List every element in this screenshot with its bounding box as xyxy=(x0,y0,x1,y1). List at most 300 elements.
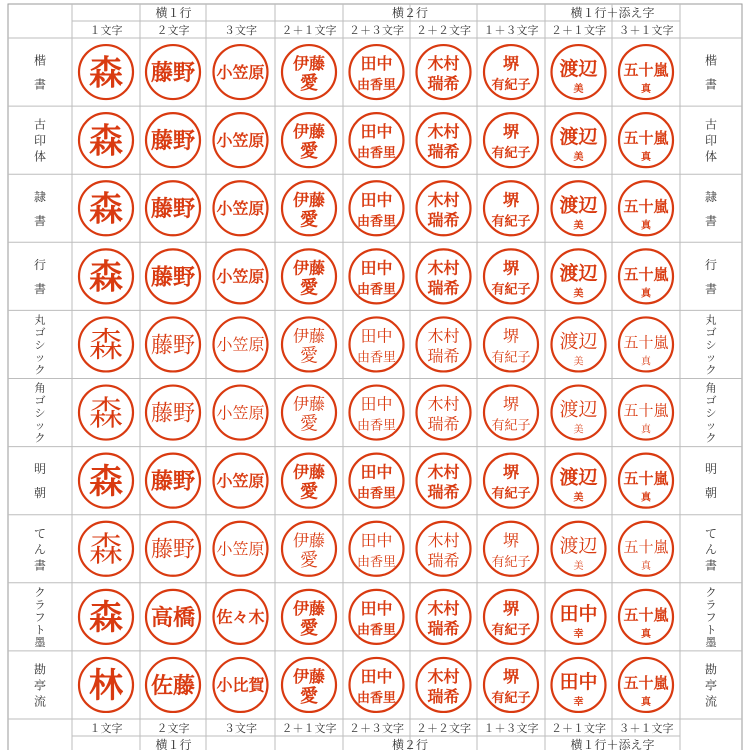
seal-text-suffix: 美 xyxy=(573,220,584,232)
seal-sample xyxy=(619,249,673,303)
seal-text: 五十嵐 xyxy=(623,61,669,80)
seal-text: 愛 xyxy=(300,141,318,163)
seal-sample xyxy=(417,113,471,167)
seal-text: 田中 xyxy=(360,190,393,210)
seal-text: 木村 xyxy=(427,54,460,74)
row-label xyxy=(34,462,46,500)
seal-text: 藤野 xyxy=(150,537,196,563)
seal-text-suffix: 美 xyxy=(573,560,584,572)
row-label xyxy=(34,258,46,296)
seal-sample xyxy=(282,317,336,371)
seal-sample xyxy=(146,317,200,371)
seal-text: 伊藤 xyxy=(292,530,326,550)
seal-sample xyxy=(282,454,336,508)
seal-text-suffix: 真 xyxy=(641,492,651,504)
seal-sample xyxy=(552,181,606,235)
seal-sample xyxy=(552,590,606,644)
seal-sample xyxy=(146,249,200,303)
seal-sample xyxy=(619,386,673,440)
seal-sample xyxy=(552,522,606,576)
seal-text: 森 xyxy=(89,189,123,230)
seal-sample xyxy=(619,658,673,712)
seal-sample xyxy=(214,249,268,303)
seal-text: 木村 xyxy=(427,122,460,142)
seal-text: 田中 xyxy=(360,394,393,414)
seal-sample xyxy=(282,181,336,235)
seal-text: 瑞希 xyxy=(427,210,460,230)
row-label-text: 明朝 xyxy=(33,462,47,501)
seal-text: 田中 xyxy=(360,258,393,278)
seal-text: 愛 xyxy=(300,73,318,95)
header-column-label: ２＋１文字 xyxy=(281,722,337,735)
row-label-text: 行書 xyxy=(704,257,718,296)
seal-text: 森 xyxy=(89,461,123,502)
seal-text-suffix: 真 xyxy=(641,424,651,436)
row-label xyxy=(34,526,46,572)
row-label-text: クラフト墨 xyxy=(34,586,46,650)
seal-text: 伊藤 xyxy=(292,462,326,482)
seal-text: 森 xyxy=(89,121,123,162)
seal-text-suffix: 美 xyxy=(573,84,584,96)
seal-text: 有紀子 xyxy=(491,554,531,570)
row-labels-left xyxy=(34,53,46,709)
seal-text: 藤野 xyxy=(150,333,196,359)
seal-text: 堺 xyxy=(502,530,520,550)
seal-sample xyxy=(350,658,404,712)
seal-sample xyxy=(214,317,268,371)
seal-sample xyxy=(146,45,200,99)
seal-text: 木村 xyxy=(427,530,460,550)
seal-sample xyxy=(214,113,268,167)
seal-sample xyxy=(282,113,336,167)
seal-text: 由香里 xyxy=(356,690,397,706)
seal-text-suffix: 真 xyxy=(641,152,651,164)
seal-sample xyxy=(552,454,606,508)
seal-sample xyxy=(484,590,538,644)
seal-sample xyxy=(350,454,404,508)
seal-text: 有紀子 xyxy=(491,622,531,638)
row-label xyxy=(706,586,717,649)
seal-sample xyxy=(484,181,538,235)
header-column-label: １文字 xyxy=(89,24,123,37)
seal-text: 有紀子 xyxy=(491,690,531,706)
seal-text: 堺 xyxy=(502,258,520,278)
row-label xyxy=(34,662,46,709)
seal-text: 由香里 xyxy=(356,622,397,638)
header-column-label: ２＋１文字 xyxy=(551,722,606,735)
row-label xyxy=(706,381,717,445)
seal-text: 小笠原 xyxy=(216,199,265,219)
seal-text: 有紀子 xyxy=(491,146,531,162)
seal-text: 木村 xyxy=(427,462,460,482)
seal-text: 五十嵐 xyxy=(623,469,669,488)
seal-sample xyxy=(350,522,404,576)
seal-text: 由香里 xyxy=(356,282,397,298)
seal-sample xyxy=(484,45,538,99)
seal-text: 木村 xyxy=(427,394,460,414)
seal-text: 田中 xyxy=(360,122,393,142)
seal-sample xyxy=(214,590,268,644)
seal-text: 森 xyxy=(89,53,123,94)
seal-text: 木村 xyxy=(427,598,460,618)
seal-sample xyxy=(79,317,133,371)
header-column-label: １＋３文字 xyxy=(483,24,539,37)
row-label xyxy=(705,462,717,500)
header-group-label: 横１行＋添え字 xyxy=(570,738,655,750)
seal-text: 木村 xyxy=(427,326,460,346)
seal-text: 伊藤 xyxy=(292,190,326,210)
seal-sample xyxy=(214,658,268,712)
seal-text: 小笠原 xyxy=(216,267,265,287)
row-label xyxy=(34,53,46,92)
seal-text: 瑞希 xyxy=(427,74,460,94)
seal-sample xyxy=(619,45,673,99)
seal-sample xyxy=(552,386,606,440)
seal-text: 瑞希 xyxy=(427,686,460,706)
seal-sample xyxy=(146,181,200,235)
row-label-text: 古印体 xyxy=(33,117,47,164)
seal-text-suffix: 真 xyxy=(641,560,651,572)
seal-sample xyxy=(417,317,471,371)
seal-sample xyxy=(79,658,133,712)
seal-text: 渡辺 xyxy=(559,534,598,557)
seal-text: 伊藤 xyxy=(292,54,326,74)
seal-sample xyxy=(146,658,200,712)
seal-text: 藤野 xyxy=(150,401,196,427)
seal-sample xyxy=(619,181,673,235)
header-group-label: 横２行 xyxy=(391,738,429,750)
seal-text: 渡辺 xyxy=(559,330,598,353)
row-label xyxy=(35,381,46,445)
seal-text: 五十嵐 xyxy=(623,197,669,216)
seal-sample xyxy=(484,386,538,440)
row-label xyxy=(34,189,46,228)
seal-sample xyxy=(552,249,606,303)
seal-sample xyxy=(79,522,133,576)
seal-sample xyxy=(350,386,404,440)
header-column-label: ２＋３文字 xyxy=(349,24,404,37)
row-label xyxy=(34,117,46,164)
row-label-text: 隷書 xyxy=(33,189,47,228)
seal-sample xyxy=(619,590,673,644)
row-label xyxy=(705,526,717,572)
seal-sample xyxy=(552,317,606,371)
row-label-text: 隷書 xyxy=(704,189,718,228)
header-column-label: ２＋２文字 xyxy=(416,722,471,735)
row-label xyxy=(705,117,717,164)
seal-text: 高橋 xyxy=(150,605,196,631)
seal-sample xyxy=(282,522,336,576)
seal-text: 五十嵐 xyxy=(623,129,669,148)
seal-text: 佐藤 xyxy=(150,673,196,699)
seal-text: 愛 xyxy=(300,277,318,299)
seal-sample xyxy=(417,590,471,644)
seal-sample xyxy=(350,113,404,167)
seal-sample xyxy=(146,522,200,576)
seal-sample xyxy=(282,386,336,440)
row-labels-right xyxy=(705,53,717,709)
seal-sample xyxy=(214,45,268,99)
seal-text-suffix: 美 xyxy=(573,288,584,300)
header-column-label: ３＋１文字 xyxy=(618,24,674,37)
seal-text: 堺 xyxy=(502,122,520,142)
seal-text: 愛 xyxy=(300,413,318,435)
seal-text: 由香里 xyxy=(356,350,397,366)
row-label xyxy=(706,313,717,377)
seal-text: 小笠原 xyxy=(216,403,265,423)
seal-text: 田中 xyxy=(360,462,393,482)
header-group-label: 横１行＋添え字 xyxy=(570,6,655,20)
seal-sample xyxy=(417,45,471,99)
seal-text: 渡辺 xyxy=(559,262,598,285)
row-label-text: 丸ゴシック xyxy=(34,313,46,377)
seal-sample xyxy=(484,113,538,167)
row-label xyxy=(705,662,717,709)
seal-sample xyxy=(417,181,471,235)
seal-text-suffix: 真 xyxy=(641,696,651,708)
seal-text: 木村 xyxy=(427,258,460,278)
row-label xyxy=(35,313,46,377)
seal-text: 愛 xyxy=(300,345,318,367)
row-label-text: 行書 xyxy=(33,257,47,296)
seal-text: 伊藤 xyxy=(292,666,326,686)
row-label-text: クラフト墨 xyxy=(705,586,717,650)
header-column-label: ３文字 xyxy=(224,24,257,37)
row-label-text: 楷書 xyxy=(704,53,718,92)
seal-sample xyxy=(417,658,471,712)
seal-sample xyxy=(484,658,538,712)
seal-text: 伊藤 xyxy=(292,598,326,618)
seal-text: 五十嵐 xyxy=(623,537,669,556)
seal-text: 森 xyxy=(89,325,123,366)
seal-sample xyxy=(146,113,200,167)
row-label-text: 勘亭流 xyxy=(33,662,47,709)
seal-text: 藤野 xyxy=(150,264,196,291)
seal-sample xyxy=(619,454,673,508)
seal-sample xyxy=(79,386,133,440)
seal-sample xyxy=(484,522,538,576)
seal-text: 瑞希 xyxy=(427,346,460,366)
seal-text: 瑞希 xyxy=(427,618,460,638)
seal-sample xyxy=(350,590,404,644)
seal-text: 田中 xyxy=(559,602,598,625)
seal-text: 由香里 xyxy=(356,486,397,502)
seal-text: 田中 xyxy=(559,670,598,693)
seal-text: 瑞希 xyxy=(427,278,460,298)
header-group-label: 横１行 xyxy=(155,738,192,750)
row-label-text: 明朝 xyxy=(704,462,718,501)
seal-text: 小笠原 xyxy=(216,62,265,82)
seal-text: 堺 xyxy=(502,462,520,482)
seal-text: 伊藤 xyxy=(292,258,326,278)
row-label xyxy=(705,189,717,228)
header-column-label: ３文字 xyxy=(224,722,257,735)
seal-text: 木村 xyxy=(427,666,460,686)
seal-sample xyxy=(350,45,404,99)
seal-text-suffix: 幸 xyxy=(573,628,584,640)
seal-sample xyxy=(146,590,200,644)
seal-text: 有紀子 xyxy=(491,350,531,366)
seal-text: 藤野 xyxy=(150,196,196,223)
seal-text: 森 xyxy=(89,598,123,639)
seal-sample xyxy=(146,454,200,508)
seal-text: 田中 xyxy=(360,54,393,74)
seal-sample xyxy=(214,386,268,440)
seal-text: 堺 xyxy=(502,190,520,210)
seal-sample xyxy=(79,454,133,508)
header-column-label: ３＋１文字 xyxy=(618,722,674,735)
seal-text: 由香里 xyxy=(356,418,397,434)
header-column-label: ２＋２文字 xyxy=(416,24,471,37)
seal-sample xyxy=(214,454,268,508)
header-column-label: １文字 xyxy=(89,722,123,735)
seal-text-suffix: 美 xyxy=(573,424,584,436)
seal-sample xyxy=(417,249,471,303)
seal-text: 愛 xyxy=(300,617,318,639)
seal-text: 木村 xyxy=(427,190,460,210)
seal-sample xyxy=(282,590,336,644)
row-label-text: 丸ゴシック xyxy=(705,313,717,377)
seal-sample xyxy=(350,249,404,303)
row-label-text: てん書 xyxy=(33,526,47,573)
header-column-label: ２文字 xyxy=(156,722,190,735)
header-column-label: ２＋１文字 xyxy=(281,24,337,37)
seal-text: 伊藤 xyxy=(292,326,326,346)
seal-sample xyxy=(417,522,471,576)
row-label xyxy=(705,258,717,296)
seal-text: 由香里 xyxy=(356,214,397,230)
seal-text: 伊藤 xyxy=(292,122,326,142)
seal-text: 有紀子 xyxy=(491,214,531,230)
seal-sample xyxy=(619,522,673,576)
row-label-text: 角ゴシック xyxy=(34,381,46,445)
seal-text: 五十嵐 xyxy=(623,605,669,624)
row-label xyxy=(35,586,46,649)
seal-sample xyxy=(79,45,133,99)
seal-sample xyxy=(282,249,336,303)
header-group-label: 横１行 xyxy=(155,6,192,20)
row-label-text: てん書 xyxy=(704,526,718,573)
seal-text: 小笠原 xyxy=(216,539,265,559)
seal-sample xyxy=(350,317,404,371)
seal-text: 渡辺 xyxy=(559,398,598,421)
seal-text: 由香里 xyxy=(356,146,397,162)
seal-text: 愛 xyxy=(300,549,318,571)
seal-text: 渡辺 xyxy=(559,58,598,81)
seal-sample xyxy=(79,181,133,235)
seal-sample xyxy=(79,113,133,167)
seal-text: 瑞希 xyxy=(427,482,460,502)
seal-text: 五十嵐 xyxy=(623,265,669,284)
seal-text: 渡辺 xyxy=(559,466,598,489)
seal-text: 五十嵐 xyxy=(623,333,669,352)
header-group-label: 横２行 xyxy=(391,6,429,20)
seal-text: 田中 xyxy=(360,530,393,550)
seal-text: 佐々木 xyxy=(216,607,265,627)
seal-text-suffix: 真 xyxy=(641,288,651,300)
seal-text: 有紀子 xyxy=(491,486,531,502)
header-column-label: １＋３文字 xyxy=(483,722,539,735)
seal-text: 由香里 xyxy=(356,78,397,94)
row-label-text: 楷書 xyxy=(33,53,47,92)
seal-text: 堺 xyxy=(502,666,520,686)
seal-text: 堺 xyxy=(502,54,520,74)
seal-sample xyxy=(417,386,471,440)
seal-text: 森 xyxy=(89,529,123,570)
seal-text: 有紀子 xyxy=(491,282,531,298)
seal-text-suffix: 美 xyxy=(573,492,584,504)
seal-sample xyxy=(350,181,404,235)
seal-text: 瑞希 xyxy=(427,550,460,570)
seal-text-suffix: 真 xyxy=(641,628,651,640)
seal-text: 田中 xyxy=(360,326,393,346)
seal-sample xyxy=(552,113,606,167)
row-label-text: 角ゴシック xyxy=(705,381,717,445)
seal-sample xyxy=(484,249,538,303)
seal-text-suffix: 真 xyxy=(641,220,651,232)
seal-sample xyxy=(619,317,673,371)
seal-text: 堺 xyxy=(502,326,520,346)
seal-sample xyxy=(214,522,268,576)
seal-text: 渡辺 xyxy=(559,194,598,217)
seal-text: 愛 xyxy=(300,685,318,707)
seal-sample xyxy=(552,658,606,712)
seal-text: 愛 xyxy=(300,209,318,231)
seal-text: 堺 xyxy=(502,598,520,618)
seal-text: 有紀子 xyxy=(491,78,531,94)
seal-text-suffix: 幸 xyxy=(573,696,584,708)
header-column-label: ２文字 xyxy=(156,24,190,37)
seal-text: 愛 xyxy=(300,481,318,503)
seal-sample xyxy=(214,181,268,235)
seal-text: 伊藤 xyxy=(292,394,326,414)
seal-sample xyxy=(79,590,133,644)
seal-sample xyxy=(79,249,133,303)
seal-text-suffix: 美 xyxy=(573,356,584,368)
seal-text: 瑞希 xyxy=(427,142,460,162)
seal-text: 有紀子 xyxy=(491,418,531,434)
seal-text: 堺 xyxy=(502,394,520,414)
seal-text: 藤野 xyxy=(150,128,196,155)
seal-sample xyxy=(484,454,538,508)
seal-sample xyxy=(552,45,606,99)
row-label xyxy=(705,53,717,92)
seal-text: 小笠原 xyxy=(216,130,265,150)
seal-text: 由香里 xyxy=(356,554,397,570)
seal-text: 森 xyxy=(89,257,123,298)
seal-text-suffix: 真 xyxy=(641,84,651,96)
row-label-text: 古印体 xyxy=(704,117,718,164)
seal-text: 小笠原 xyxy=(216,335,265,355)
seal-sample xyxy=(282,45,336,99)
header-column-label: ２＋３文字 xyxy=(349,722,404,735)
seal-text: 渡辺 xyxy=(559,126,598,149)
seal-text: 五十嵐 xyxy=(623,673,669,692)
seal-text: 藤野 xyxy=(150,468,196,495)
header-column-label: ２＋１文字 xyxy=(551,24,606,37)
seal-sample xyxy=(619,113,673,167)
seal-text: 小比賀 xyxy=(216,675,265,695)
seal-text: 田中 xyxy=(360,666,393,686)
seal-text: 森 xyxy=(89,393,123,434)
seal-text-suffix: 真 xyxy=(641,356,651,368)
seal-text-suffix: 美 xyxy=(573,152,584,164)
seal-text: 瑞希 xyxy=(427,414,460,434)
seal-sample xyxy=(282,658,336,712)
row-label-text: 勘亭流 xyxy=(704,662,718,709)
seal-sample xyxy=(417,454,471,508)
seal-text: 小笠原 xyxy=(216,471,265,491)
